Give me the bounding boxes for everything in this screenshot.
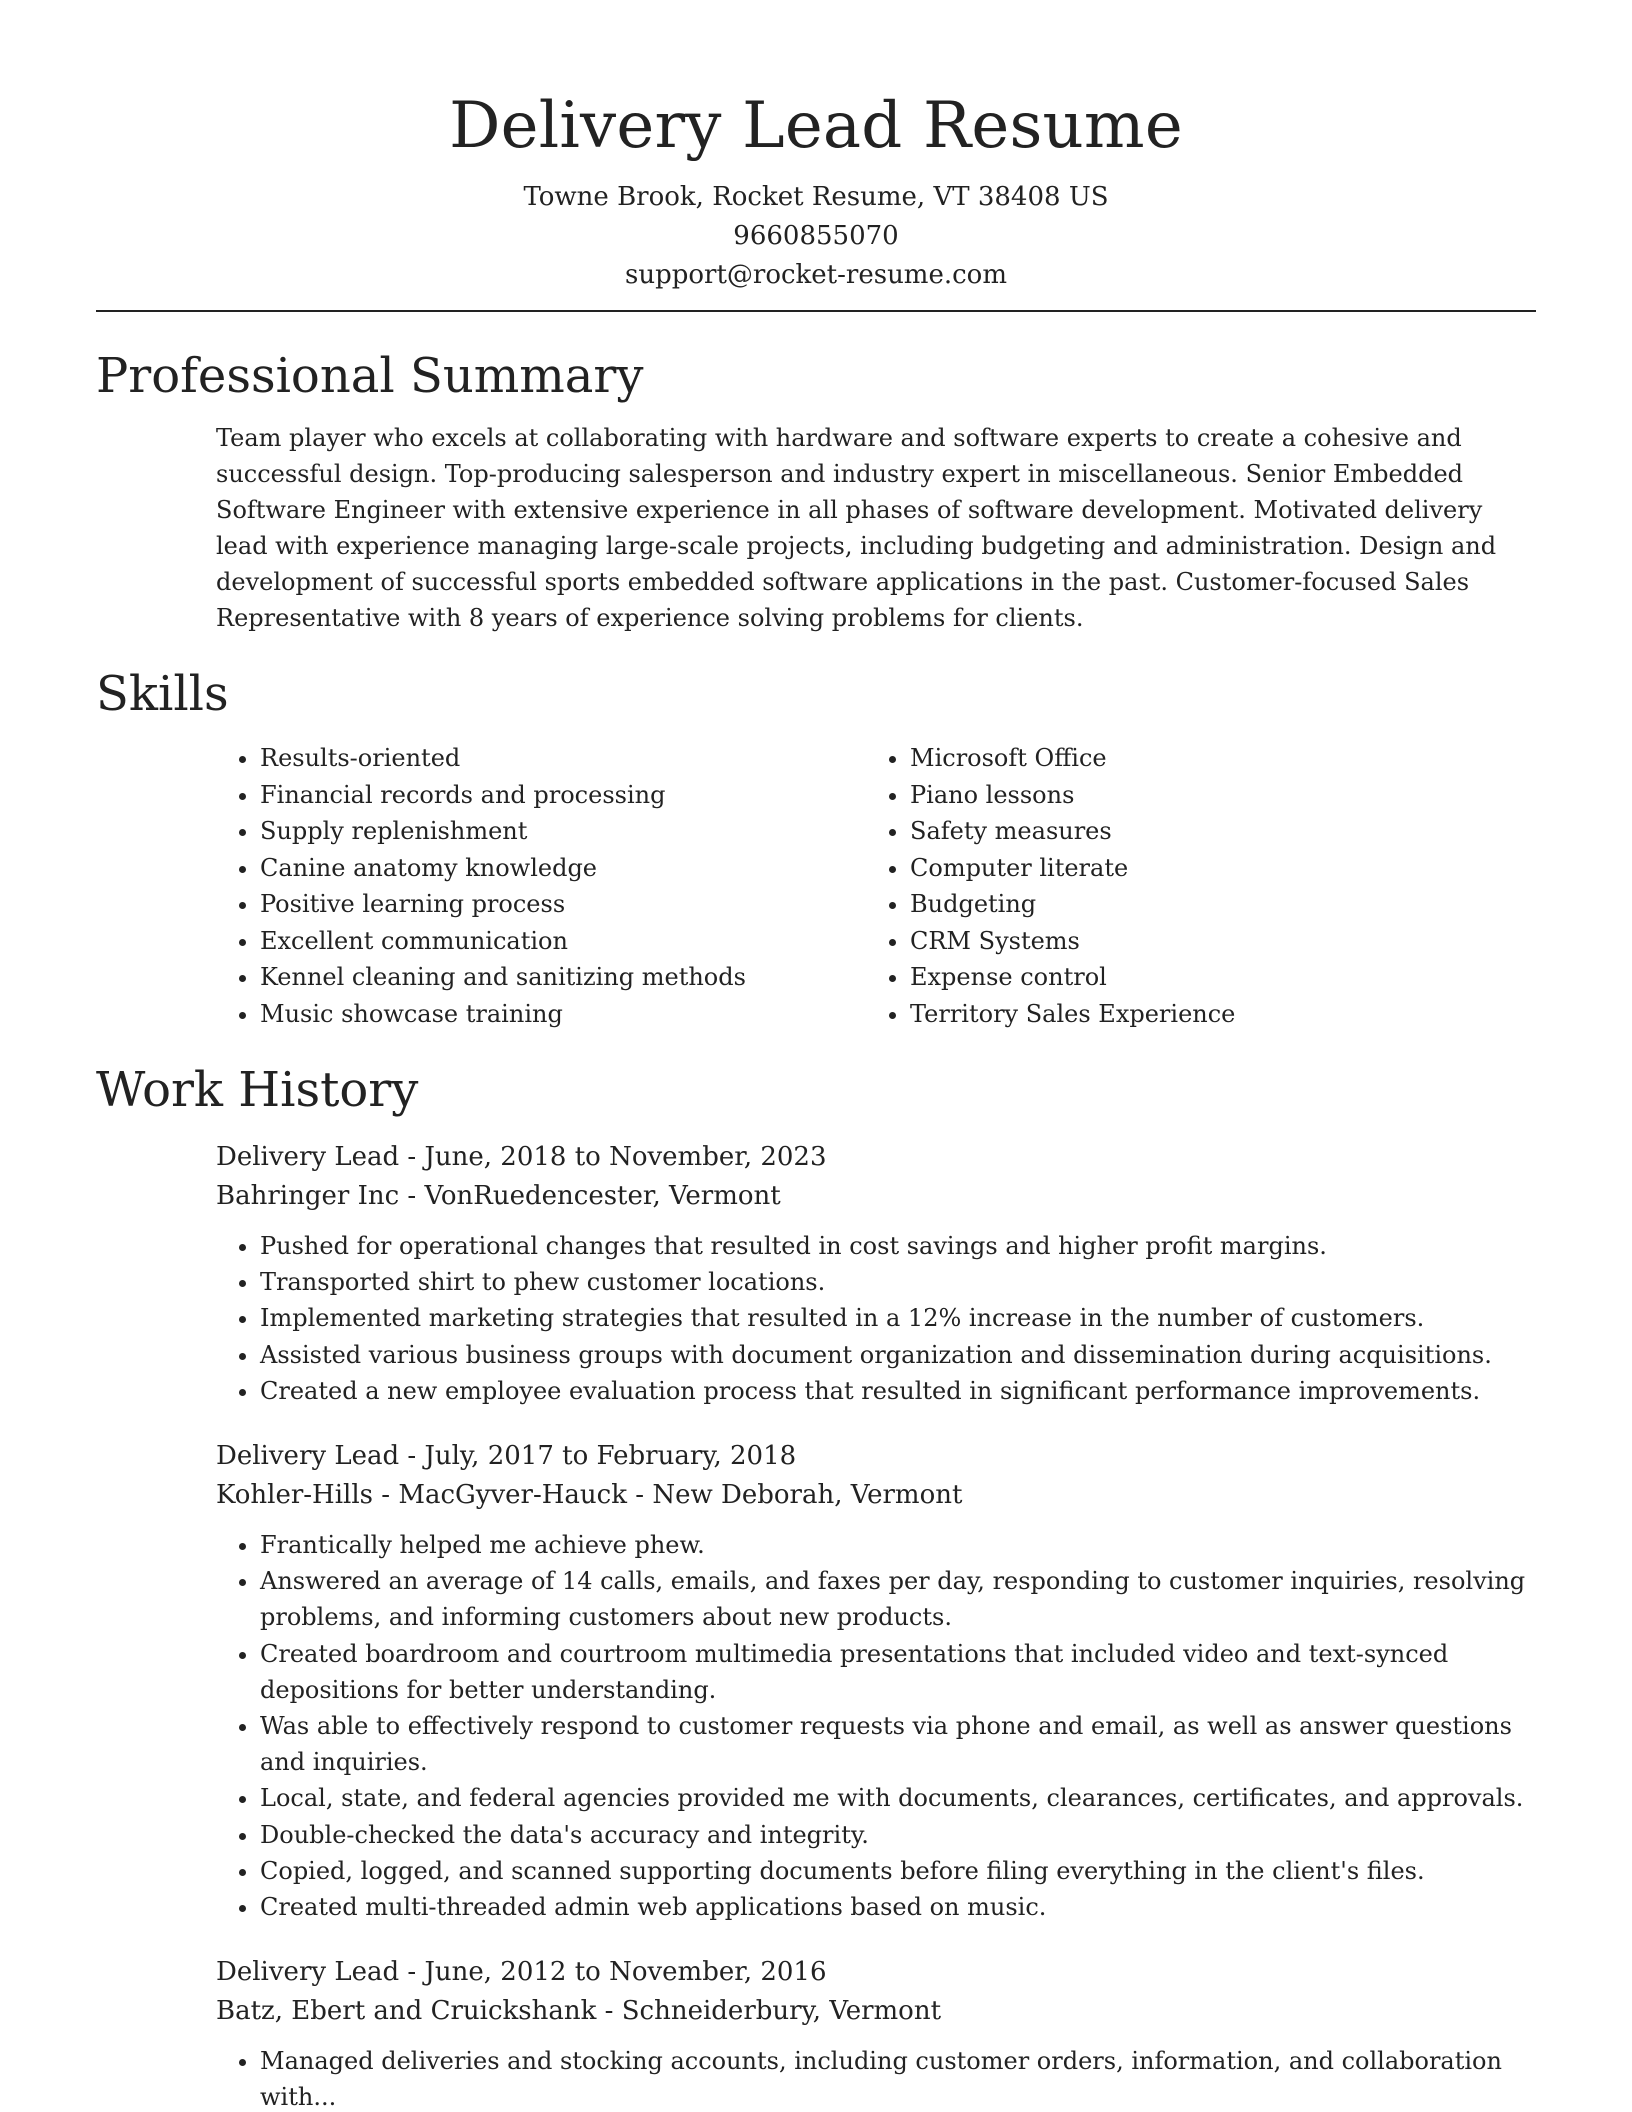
job-title: Delivery Lead: [216, 1142, 400, 1172]
job-bullet: • Created boardroom and courtroom multimedia presentations that included video and text-synced depositions for better understanding.: [260, 1636, 1536, 1708]
job-bullet: • Answered an average of 14 calls, emails, and faxes per day, responding to customer inquiries, resolving problems, and informing customers about new products.: [260, 1563, 1536, 1635]
job-title: Delivery Lead: [216, 1957, 400, 1988]
separator: -: [399, 1441, 425, 1472]
work-history-heading: Work History: [96, 1062, 419, 1118]
job-company-line: [216, 1476, 1536, 1515]
skill-item: • Music showcase training: [260, 996, 866, 1033]
contact-email: support@rocket-resume.com: [624, 260, 1007, 290]
skill-item: • Canine anatomy knowledge: [260, 850, 866, 887]
job-bullet: • Local, state, and federal agencies provided me with documents, clearances, certificates, and approvals.: [260, 1780, 1536, 1816]
job-company-line: [216, 1177, 1536, 1216]
skill-item: • Expense control: [910, 959, 1506, 996]
job-bullet: • Transported shirt to phew customer locations.: [260, 1264, 1536, 1300]
skill-item: • Territory Sales Experience: [910, 996, 1506, 1033]
skill-item: • Supply replenishment: [260, 813, 866, 850]
job-bullet: • Frantically helped me achieve phew.: [260, 1527, 1536, 1563]
skills-heading: Skills: [96, 666, 229, 722]
skill-item: • Budgeting: [910, 886, 1506, 923]
separator: -: [399, 1142, 425, 1172]
job-title: Delivery Lead: [216, 1441, 400, 1472]
skill-item: • Positive learning process: [260, 886, 866, 923]
job-bullets: [216, 2043, 1536, 2112]
job-location: New Deborah, Vermont: [652, 1480, 963, 1511]
job-bullet: • Created multi-threaded admin web applications based on music.: [260, 1889, 1536, 1925]
resume-title: Delivery Lead Resume: [449, 89, 1183, 163]
job-dates: June, 2012 to November, 2016: [424, 1957, 827, 1988]
skill-item: • Results-oriented: [260, 740, 866, 777]
job-entry: [216, 1953, 1536, 2112]
job-location: VonRuedencester, Vermont: [424, 1181, 781, 1211]
job-entry: [216, 1138, 1536, 1409]
job-location: Schneiderbury, Vermont: [621, 1996, 942, 2027]
summary-heading: Professional Summary: [96, 348, 644, 404]
skill-item: • Computer literate: [910, 850, 1506, 887]
job-company: Batz, Ebert and Cruickshank: [216, 1996, 597, 2027]
job-bullets: [216, 1228, 1536, 1409]
job-bullet: • Implemented marketing strategies that resulted in a 12% increase in the number of customers.: [260, 1300, 1536, 1336]
header-divider: [96, 310, 1536, 312]
contact-block: [96, 178, 1536, 295]
job-bullet: • Copied, logged, and scanned supporting documents before filing everything in the client's files.: [260, 1853, 1536, 1889]
skill-item: • Excellent communication: [260, 923, 866, 960]
job-title-line: [216, 1437, 1536, 1476]
separator: -: [399, 1181, 425, 1211]
skill-item: • CRM Systems: [910, 923, 1506, 960]
skill-item: • Kennel cleaning and sanitizing methods: [260, 959, 866, 996]
skills-column-left: [216, 740, 866, 1032]
skill-item: • Piano lessons: [910, 777, 1506, 814]
separator: -: [596, 1996, 622, 2027]
skill-item: • Microsoft Office: [910, 740, 1506, 777]
summary-text: Team player who excels at collaborating with hardware and software experts to create a cohesive and successful design. Top-producing salesperson and industry expert in miscellaneous. Senior Embedded Software Engineer with extensive experience in all phases of software development. Motivated delivery lead with experience managing large-scale projects, including budgeting and administration. Design and development of successful sports embedded software applications in the past. Customer-focused Sales Representative with 8 years of experience solving problems for clients.: [216, 424, 1497, 632]
job-dates: July, 2017 to February, 2018: [424, 1441, 797, 1472]
job-entry: [216, 1437, 1536, 1925]
job-company: Kohler-Hills - MacGyver-Hauck: [216, 1480, 627, 1511]
separator: -: [399, 1957, 425, 1988]
skills-list: [216, 740, 1536, 1032]
resume-header: [96, 0, 1536, 295]
job-bullet: • Was able to effectively respond to customer requests via phone and email, as well as answer questions and inquiries.: [260, 1708, 1536, 1780]
contact-address: Towne Brook, Rocket Resume, VT 38408 US: [523, 182, 1109, 212]
job-bullet: • Pushed for operational changes that resulted in cost savings and higher profit margins.: [260, 1228, 1536, 1264]
contact-phone: 9660855070: [733, 221, 899, 251]
skill-item: • Financial records and processing: [260, 777, 866, 814]
job-title-line: [216, 1953, 1536, 1992]
job-bullets: [216, 1527, 1536, 1925]
separator: -: [627, 1480, 653, 1511]
job-company-line: [216, 1992, 1536, 2031]
job-company: Bahringer Inc: [216, 1181, 400, 1211]
job-bullet: • Created a new employee evaluation process that resulted in significant performance improvements.: [260, 1373, 1536, 1409]
job-bullet: • Assisted various business groups with document organization and dissemination during acquisitions.: [260, 1337, 1536, 1373]
skill-item: • Safety measures: [910, 813, 1506, 850]
job-dates: June, 2018 to November, 2023: [424, 1142, 827, 1172]
job-bullet: • Double-checked the data's accuracy and integrity.: [260, 1817, 1536, 1853]
job-bullet: • Managed deliveries and stocking accounts, including customer orders, information, and collaboration with...: [260, 2043, 1536, 2112]
job-title-line: [216, 1138, 1536, 1177]
skills-column-right: [866, 740, 1506, 1032]
